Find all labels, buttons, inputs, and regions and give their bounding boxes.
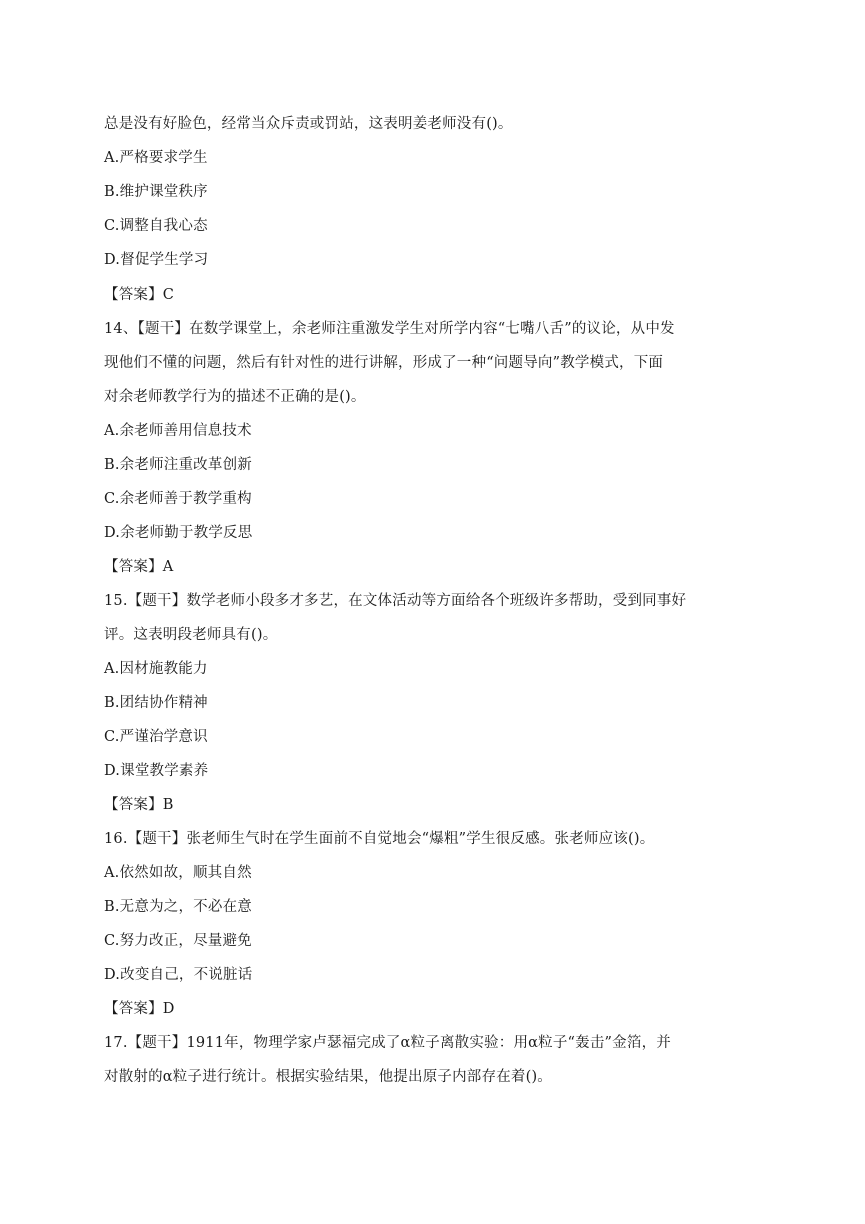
question-13-option-c: C.调整自我心态 — [104, 218, 208, 234]
question-14-option-b: B.余老师注重改革创新 — [104, 457, 252, 473]
question-16-option-a: A.依然如故，顺其自然 — [104, 865, 252, 881]
question-16-stem-line-1: 16.【题干】张老师生气时在学生面前不自觉地会“爆粗”学生很反感。张老师应该()。 — [104, 831, 655, 847]
question-15-option-a: A.因材施教能力 — [104, 661, 208, 677]
question-14-option-c: C.余老师善于教学重构 — [104, 491, 252, 507]
question-15-answer: 【答案】B — [104, 797, 174, 813]
question-14-stem-line-1: 14、【题干】在数学课堂上，余老师注重激发学生对所学内容“七嘴八舌”的议论，从中发 — [104, 321, 675, 337]
question-14-stem-line-3: 对余老师教学行为的描述不正确的是()。 — [104, 389, 366, 405]
question-15-option-c: C.严谨治学意识 — [104, 729, 208, 745]
question-14-option-a: A.余老师善用信息技术 — [104, 423, 252, 439]
question-15-option-d: D.课堂教学素养 — [104, 763, 209, 779]
question-13-answer: 【答案】C — [104, 287, 175, 303]
question-16-option-b: B.无意为之，不必在意 — [104, 899, 252, 915]
question-15-option-b: B.团结协作精神 — [104, 695, 208, 711]
question-14-stem-line-2: 现他们不懂的问题，然后有针对性的进行讲解，形成了一种“问题导向”教学模式，下面 — [104, 355, 664, 371]
question-15-stem-line-1: 15.【题干】数学老师小段多才多艺，在文体活动等方面给各个班级许多帮助，受到同事好 — [104, 593, 687, 609]
question-13-option-a: A.严格要求学生 — [104, 150, 208, 166]
question-16-answer: 【答案】D — [104, 1001, 175, 1017]
question-13-option-b: B.维护课堂秩序 — [104, 184, 208, 200]
question-15-stem-line-2: 评。这表明段老师具有()。 — [104, 627, 278, 643]
question-17-stem-line-2: 对散射的α粒子进行统计。根据实验结果，他提出原子内部存在着()。 — [104, 1069, 553, 1085]
question-13-stem-line-2: 总是没有好脸色，经常当众斥责或罚站，这表明姜老师没有()。 — [104, 116, 513, 132]
question-14-answer: 【答案】A — [104, 559, 174, 575]
question-14-option-d: D.余老师勤于教学反思 — [104, 525, 253, 541]
question-16-option-c: C.努力改正，尽量避免 — [104, 933, 252, 949]
question-16-option-d: D.改变自己，不说脏话 — [104, 967, 253, 983]
question-17-stem-line-1: 17.【题干】1911年，物理学家卢瑟福完成了α粒子离散实验：用α粒子“轰击”金箔，并 — [104, 1035, 671, 1051]
question-13-option-d: D.督促学生学习 — [104, 252, 209, 268]
